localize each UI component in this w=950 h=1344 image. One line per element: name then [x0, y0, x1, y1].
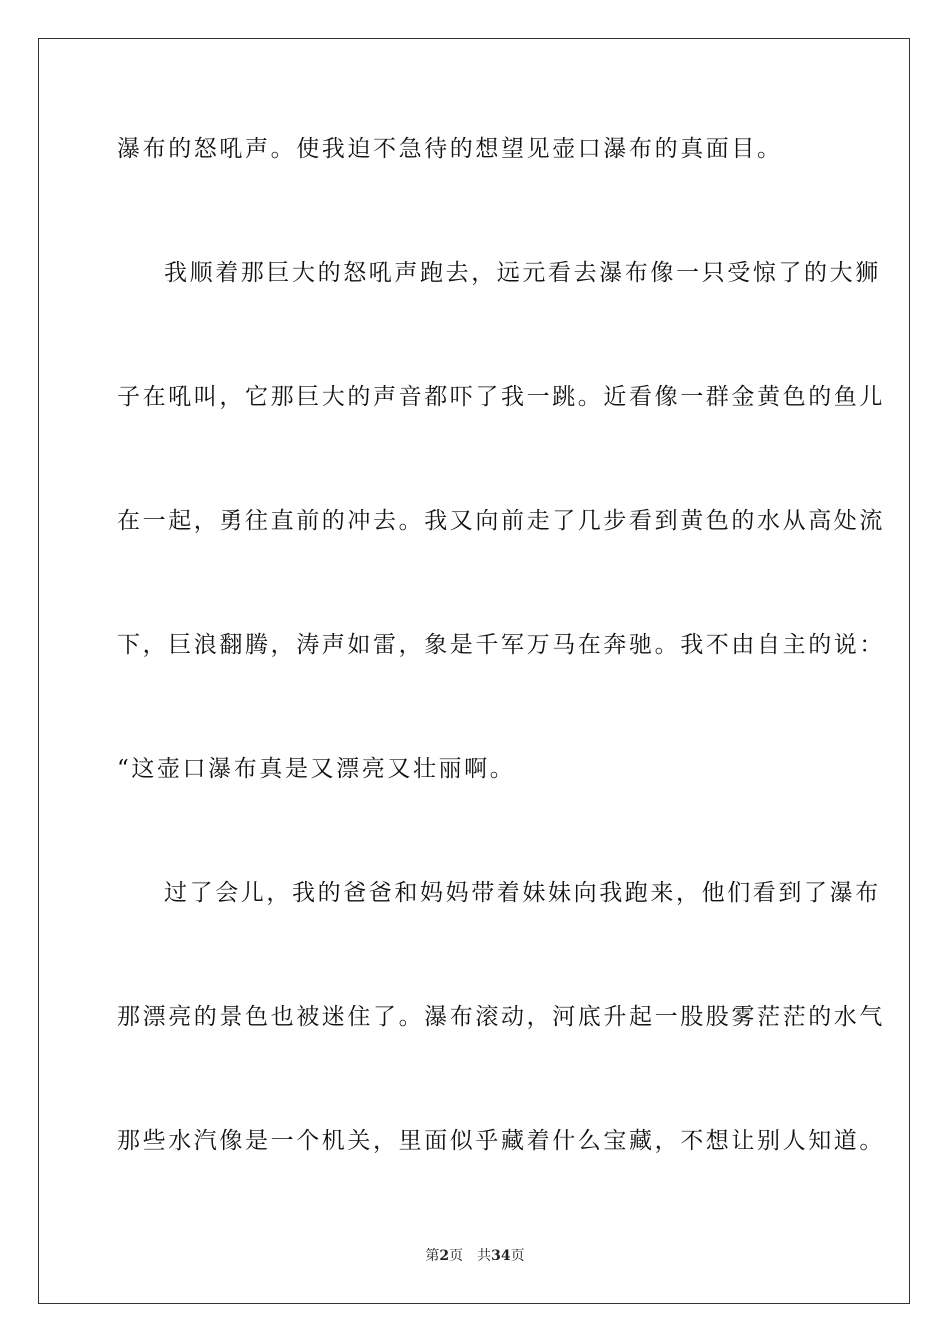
paragraph-3-line-2: 那漂亮的景色也被迷住了。瀑布滚动，河底升起一股股雾茫茫的水气	[117, 1004, 885, 1030]
paragraph-2-line-5: “这壶口瀑布真是又漂亮又壮丽啊。	[117, 756, 516, 782]
text-line-1: 瀑布的怒吼声。使我迫不急待的想望见壶口瀑布的真面目。	[117, 136, 783, 162]
total-prefix: 共	[477, 1248, 492, 1264]
page-suffix: 页	[449, 1248, 464, 1264]
page-number: 2	[439, 1248, 450, 1264]
paragraph-3-line-3: 那些水汽像是一个机关，里面似乎藏着什么宝藏，不想让别人知道。	[117, 1128, 885, 1154]
page-border	[38, 38, 910, 1304]
total-pages: 34	[491, 1248, 511, 1264]
total-suffix: 页	[510, 1248, 525, 1264]
paragraph-2-line-2: 子在吼叫，它那巨大的声音都吓了我一跳。近看像一群金黄色的鱼儿	[117, 384, 885, 410]
paragraph-2-line-1: 我顺着那巨大的怒吼声跑去，远元看去瀑布像一只受惊了的大狮	[164, 260, 881, 286]
paragraph-3-line-1: 过了会儿，我的爸爸和妈妈带着妹妹向我跑来，他们看到了瀑布	[164, 880, 881, 906]
page-prefix: 第	[425, 1248, 440, 1264]
paragraph-2-line-4: 下，巨浪翻腾，涛声如雷，象是千军万马在奔驰。我不由自主的说：	[117, 632, 885, 658]
page-footer	[0, 1246, 950, 1266]
paragraph-2-line-3: 在一起，勇往直前的冲去。我又向前走了几步看到黄色的水从高处流	[117, 508, 885, 534]
